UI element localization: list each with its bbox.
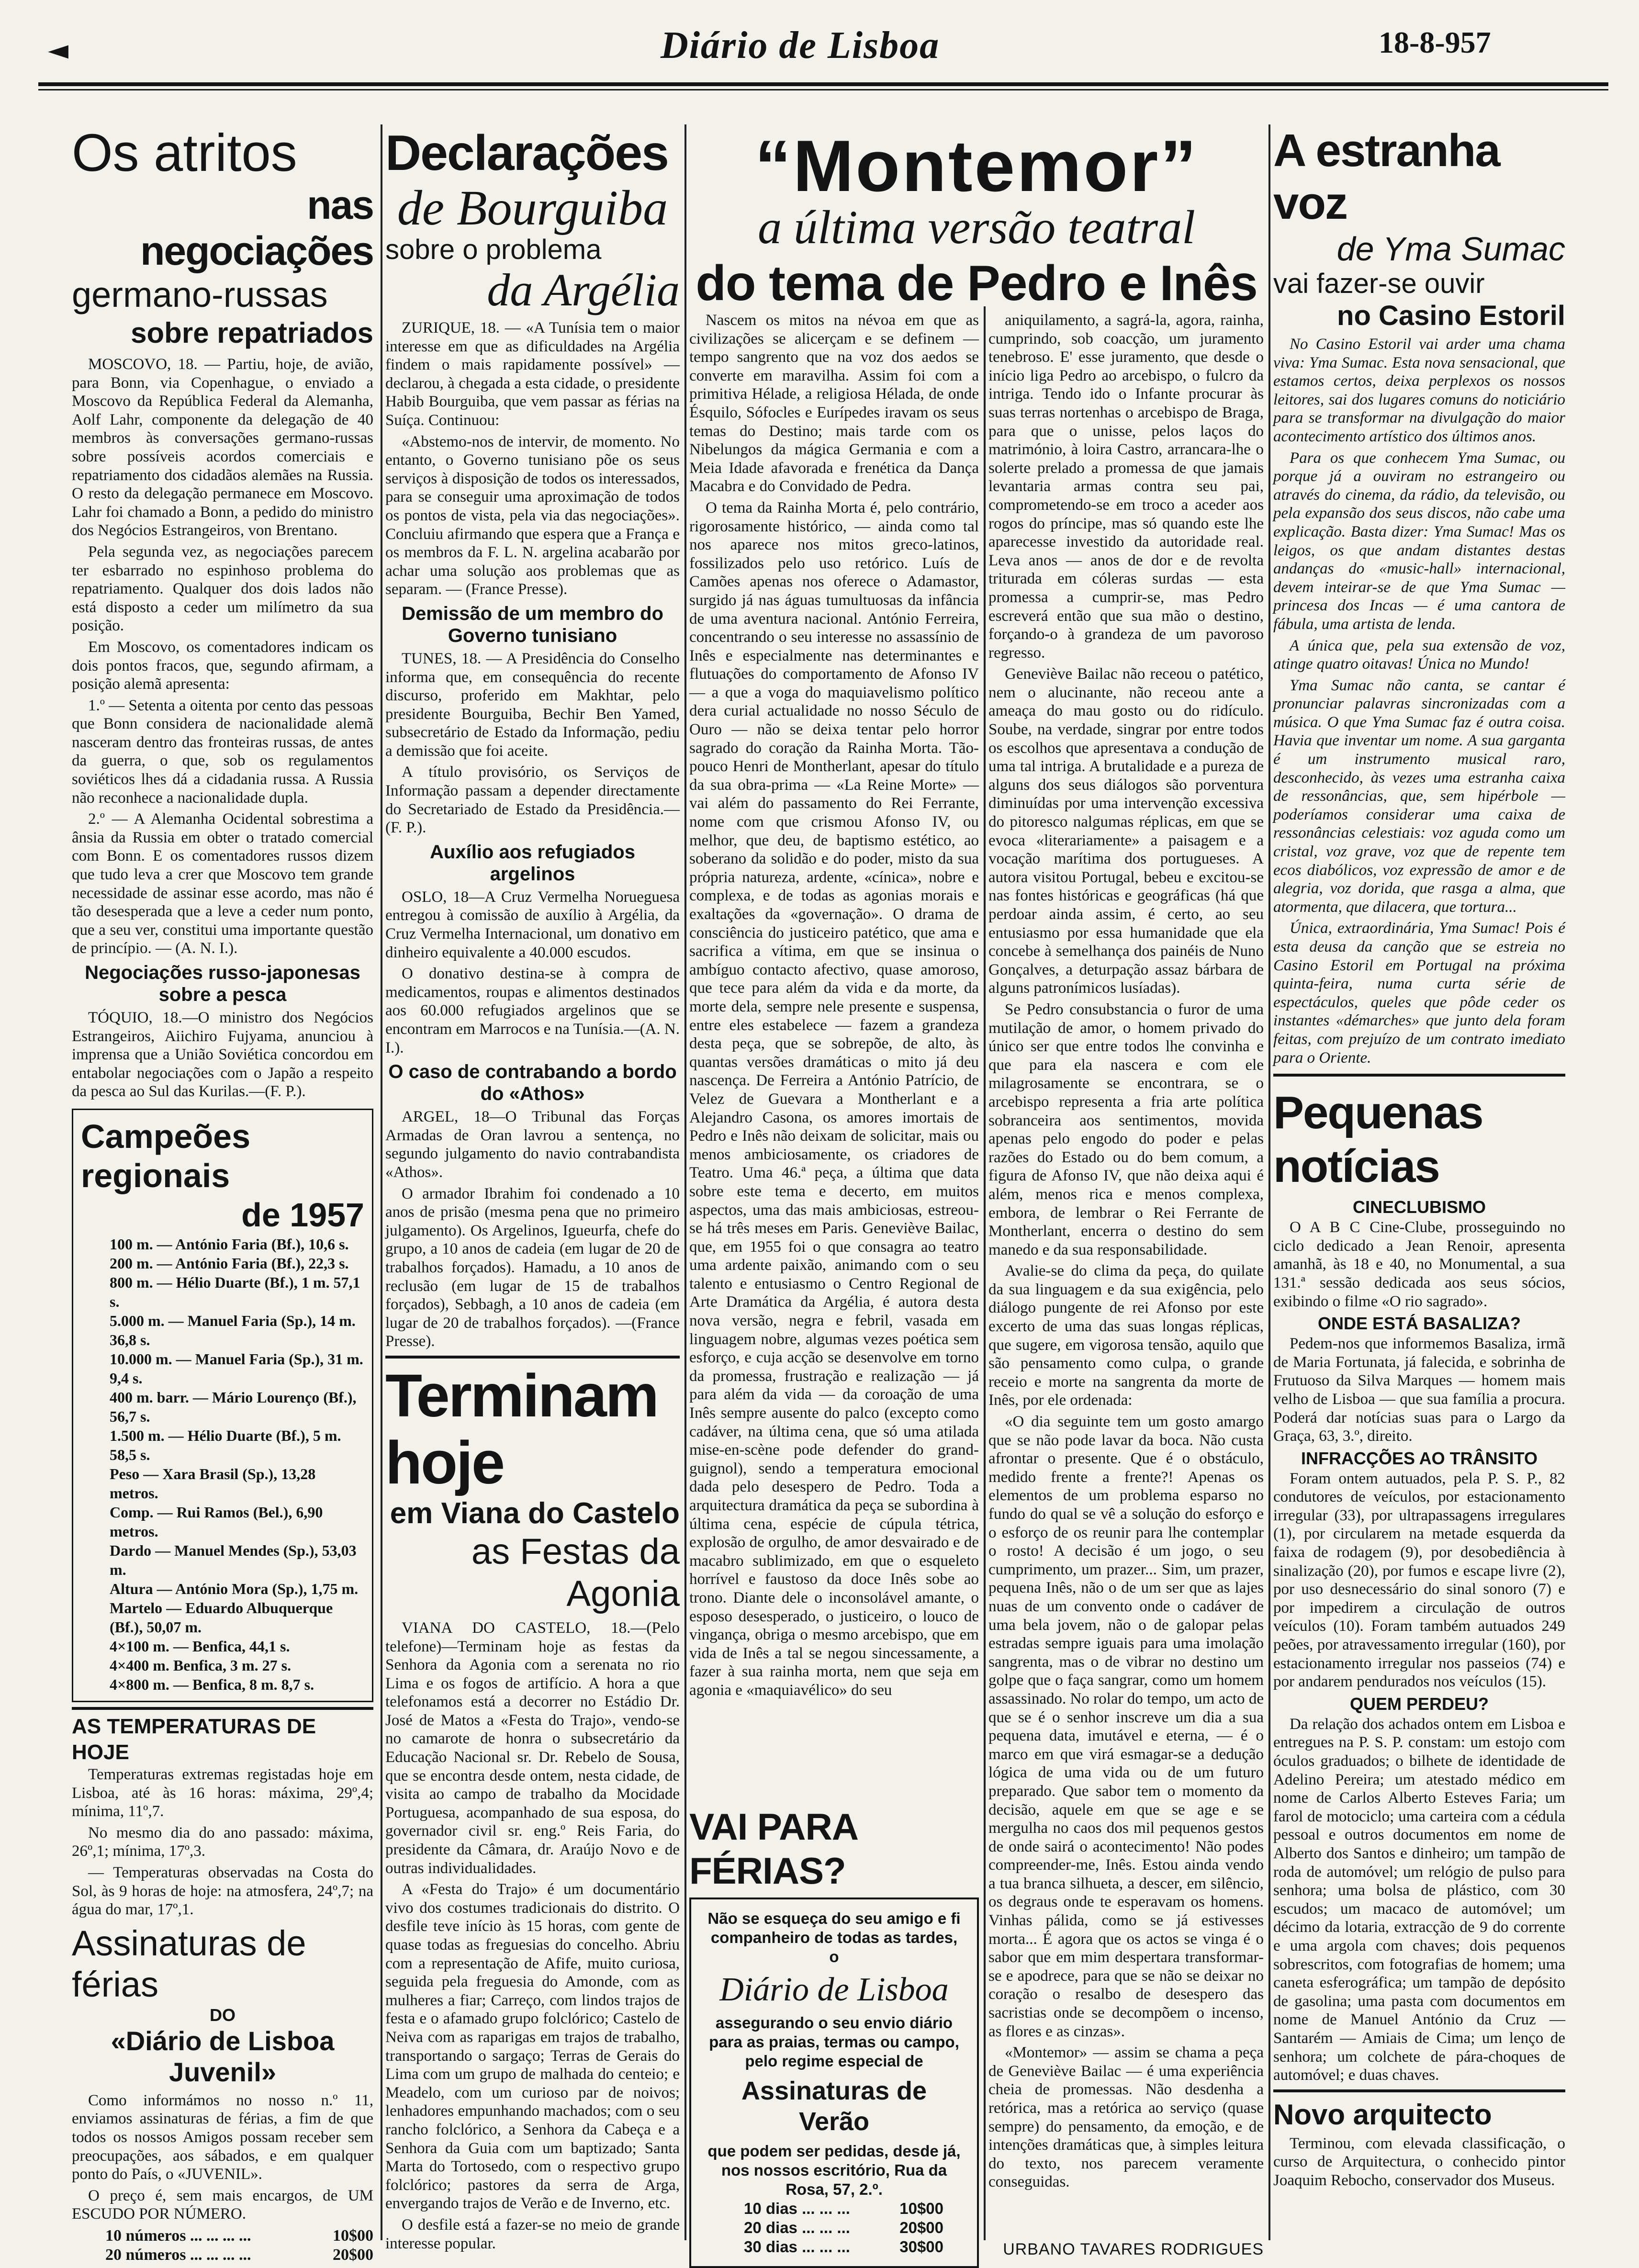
column-yma-sumac bbox=[1273, 124, 1565, 2245]
arrow-left-icon: ◄ bbox=[48, 34, 69, 66]
result-item: 4×400 m. Benfica, 3 m. 27 s. bbox=[110, 1656, 292, 1674]
headline-line: as Festas da Agonia bbox=[471, 1531, 680, 1614]
masthead bbox=[0, 0, 1639, 96]
article-paragraph: Terminou, com elevada classificação, o curso de Arquitectura, o conhecido pintor Joaquim Rebocho, conservador dos Museus. bbox=[1273, 2134, 1565, 2189]
headline-line: vai fazer-se ouvir bbox=[1273, 268, 1485, 299]
newspaper-title: Diário de Lisboa bbox=[661, 24, 940, 67]
headline-line: no Casino Estoril bbox=[1337, 300, 1565, 331]
ad-text: que podem ser pedidas, desde já, nos nossos escritório, Rua da Rosa, 57, 2.º. bbox=[707, 2142, 961, 2198]
ad-text: assegurando o seu envio diário para as praias, termas ou campo, pelo regime especial de bbox=[709, 2014, 959, 2070]
column-atritos bbox=[72, 124, 373, 2264]
article-paragraph: MOSCOVO, 18. — Partiu, hoje, de avião, para Bonn, via Copenhague, o enviado a Moscovo da República Federal da Alemanha, Aolf Lahr, componente da delegação de 40 membros às conversações germano-russas sobre possíveis acordos comerciais e repatriamento dos cidadãos alemães na Russia. O resto da delegação permanece em Moscovo. Lahr foi chamado a Bonn, a pedido do ministro dos Negócios Estrangeiros, von Brentano. bbox=[72, 356, 373, 539]
article-paragraph: Geneviève Bailac não receou o patético, nem o alucinante, não receou ante a ameaça do mau gosto ou do ridículo. Soube, na verdade, singrar por entre todos os escolhos que apresentava a condução de uma tal intriga. A brutalidade e a pureza de alguns dos seus diálogos são porventura diminuídas por uma intervenção excessiva do pitoresco nalgumas réplicas, em que se evoca «literariamente» a paisagem e a vocação marítima dos portugueses. A autora visitou Portugal, bebeu e excitou-se nas fontes históricas e geográficas (há que perdoar ainda assim, é certo, ao seu entusiasmo por essa humanidade que ela concebe à semelhança dos painéis de Nuno Gonçalves, a deturpação assaz bárbara de alguns patronímicos lusíadas). bbox=[988, 665, 1264, 997]
article-paragraph: A única que, pela sua extensão de voz, atinge quatro oitavas! Única no Mundo! bbox=[1273, 637, 1565, 673]
headline-line: nas negociações bbox=[140, 182, 373, 273]
assinaturas-do: DO bbox=[210, 2005, 236, 2025]
article-paragraph: Como informámos no nosso n.º 11, enviamos assinaturas de férias, a fim de que todos os nossos Amigos possam receber sem preocupações, aos sábados, e em qualquer ponto do País, o «JUVENIL». bbox=[72, 2091, 373, 2183]
column-montemor-right bbox=[988, 311, 1264, 2231]
results-list bbox=[81, 1235, 364, 1694]
result-item: 4×100 m. — Benfica, 44,1 s. bbox=[110, 1637, 290, 1655]
result-item: Dardo — Manuel Mendes (Sp.), 53,03 m. bbox=[110, 1541, 357, 1578]
result-item: 800 m. — Hélio Duarte (Bf.), 1 m. 57,1 s. bbox=[110, 1273, 360, 1310]
article-paragraph: ZURIQUE, 18. — «A Tunísia tem o maior interesse em que as dificuldades na Argélia findem o mais rapidamente possível» — declarou, à chegada a esta cidade, o presidente Habib Bourguiba, que vem passar as férias na Suíça. Continuou: bbox=[385, 319, 680, 429]
assinaturas-headline: Assinaturas de férias bbox=[72, 1923, 306, 2004]
ad-text: Não se esqueça do seu amigo e fi companheiro de todas as tardes, o bbox=[707, 1909, 961, 1965]
result-item: 4×800 m. — Benfica, 8 m. 8,7 s. bbox=[110, 1675, 314, 1693]
article-paragraph: Da relação dos achados ontem em Lisboa e entregues na P. S. P. constam: um estojo com óculos graduados; o bilhete de identidade de Adelino Pereira; um atestado médico em nome de Carlos Alberto Esteves Faria; um farol de motociclo; uma carteira com a cédula pessoal e outros documentos em nome de Alberto dos Santos e dinheiro; um tampão de roda de automóvel; um relógio de pulso para senhora; uma bolsa de plástico, com 30 escudos; um macaco de automóvel; um décimo da lotaria, extracção de 9 do corrente e uma argola com chaves; dois pequenos sobrescritos, com fotografias de homem; uma caneta esferográfica; um tampão de depósito de gasolina; uma pasta com documentos em nome de Manuel António da Cruz — Santarém — Amiais de Cima; um lenço de senhora; um colchete de pára-choques de automóvel; e duas chaves. bbox=[1273, 1715, 1565, 2084]
article-paragraph: A título provisório, os Serviços de Informação passam a depender directamente do Secretariado de Estado da Presidência.—(F. P.). bbox=[385, 763, 680, 837]
author-signature: URBANO TAVARES RODRIGUES bbox=[1003, 2240, 1264, 2258]
article-paragraph: «Montemor» — assim se chama a peça de Geneviève Bailac — é uma experiência cheia de promessas. Não desdenha a retórica, mas a retórica ao serviço (quase sempre) do pensamento, da emoção, e de intenções dramáticas que, à simples leitura do texto, nos parecem veramente conseguidas. bbox=[988, 2044, 1264, 2191]
article-paragraph: Pedem-nos que informemos Basaliza, irmã de Maria Fortunata, já falecida, e sobrinha de Frutuoso da Silva Marques — homem mais velho de Lisboa — que sua família a procura. Poderá dar notícias suas para o Largo da Graça, 63, 3.º, direito. bbox=[1273, 1335, 1565, 1445]
price-row bbox=[706, 2218, 963, 2237]
headline-line: germano-russas bbox=[72, 275, 328, 314]
price-row bbox=[72, 2246, 373, 2265]
column-montemor-left bbox=[689, 311, 979, 1795]
column-divider bbox=[381, 124, 382, 2240]
campeoes-headline: Campeões regionais bbox=[81, 1117, 251, 1194]
article-paragraph: — Temperaturas observadas na Costa do Sol, às 9 horas de hoje: na atmosfera, 24º,7; na água do mar, 17º,1. bbox=[72, 1864, 373, 1919]
ad-box bbox=[689, 1897, 979, 2268]
article-paragraph: O desfile está a fazer-se no meio de grande interesse popular. bbox=[385, 2216, 680, 2252]
subheadline: Demissão de um membro do Governo tunisiano bbox=[402, 603, 663, 646]
temperaturas-headline: AS TEMPERATURAS DE HOJE bbox=[72, 1707, 373, 1765]
masthead-rule-thin bbox=[38, 89, 1608, 90]
result-item: 200 m. — António Faria (Bf.), 22,3 s. bbox=[110, 1254, 349, 1272]
price-label: 20 dias ... ... ... bbox=[744, 2219, 850, 2236]
subheadline: Auxílio aos refugiados argelinos bbox=[430, 841, 635, 885]
article-paragraph: Única, extraordinária, Yma Sumac! Pois é esta deusa da canção que se estreia no Casino Estoril em Portugal na próxima quinta-feira, numa curta série de espectáculos, queles que pôde ceder os instantes «démarches» que junto dela foram feitas, com prejuízo de um contrato imediato para o Oriente. bbox=[1273, 920, 1565, 1067]
column-divider bbox=[685, 124, 686, 2240]
article-paragraph: Se Pedro consubstancia o furor de uma mutilação de amor, o homem privado do único ser que entre todos lhe convinha e que para ela nascera e com ele milagrosamente se encontrara, se o arcebispo representa a fria arte política sobranceira aos sentimentos, movida apenas pelo engodo do poder e pelas razões do Estado ou do bem comum, a figura de Afonso IV, que não deixa aqui é além, menos rica e menos complexa, embora, de lembrar o Rei Ferrante de Montherlant, encerra o destino do sem manedo e da sua responsabilidade. bbox=[988, 1000, 1264, 1258]
montemor-headline: “Montemor” bbox=[754, 125, 1199, 207]
headline-line: sobre repatriados bbox=[131, 317, 373, 349]
article-paragraph: 1.º — Setenta a oitenta por cento das pessoas que Bonn considera de nacionalidade alemã nasceram dentro das fronteiras russas, de antes da guerra, o que, sob os regulamentos soviéticos lhes dá a cidadania russa. A Russia não reconhece a nacionalidade dupla. bbox=[72, 696, 373, 807]
montemor-subheadline: do tema de Pedro e Inês bbox=[696, 256, 1257, 311]
result-item: 10.000 m. — Manuel Faria (Sp.), 31 m. 9,4 s. bbox=[110, 1350, 363, 1387]
headline-line: em Viana do Castelo bbox=[390, 1496, 680, 1530]
article-paragraph: O tema da Rainha Morta é, pelo contrário, rigorosamente histórico, — ainda como tal nos aparece nos mitos greco-latinos, fossilizados pelo uso retórico. Luís de Camões apenas nos oferece o Adamastor, surgido já nas águas tumultuosas da infância de uma aventura nacional. António Ferreira, concentrando o seu interesse no assassínio de Inês e especialmente nas determinantes e flutuações do comportamento de Afonso IV — a que a voga do maquiavelismo político dera curial actualidade no nosso Século de Ouro — não se deixa tentar pelo horror sagrado do coração da Rainha Morta. Tão-pouco Henri de Montherlant, apesar do título da sua obra-prima — «La Reine Morte» — vai além do passamento do Rei Ferrante, nome com que crismou Afonso IV, ou melhor, que deu, de baptismo estético, ao soberano da solidão e do poder, misto da sua própria natureza, ardente, «cínica», nobre e complexa, e de todas as agonias morais e exaltações da «governação». O drama de consciência do justiceiro patético, que ama e sacrifica a vítima, em que se insinua o ambíguo contacto afectivo, quase amoroso, que tece para além da vida e da morte, da morte dela, sempre nele presente e suspensa, entre eles estabelece — fazem a grandeza desta peça, que se sobrepõe, de alto, às quantas versões dramáticas o mito já deu nascença. De Ferreira a António Patrício, de Velez de Guevara a Montherlant e a Alejandro Casona, os amores imortais de Pedro e Inês não deixam de solicitar, mais ou menos ambiciosamente, os criadores de Teatro. Uma 46.ª peça, a última que data sobre este tema e decerto, em muitos aspectos, uma das mais ambiciosas, estreou-se há três meses em Paris. Geneviève Bailac, que, em 1955 foi o que consagra ao teatro uma ardente paixão, animando com o seu talento e entusiasmo o Centro Regional de Arte Dramática da Argélia, é autora desta nova versão, negra e febril, vasada em linguagem nobre, algumas vezes poética sem esforço, e cuja acção se desenvolve em torno da promessa, frustração e realização — já para além da vida — da coroação de uma Inês sempre ausente do palco (excepto como cadáver, na última cena, que só uma atilada mise-en-scène pode defender do grand-guignol), sendo a temperatura emocional dada pelo desespero de Pedro. Toda a arquitectura dramática da peça se subordina à última cena, espécie de cúpula tétrica, explosão de orgulho, de amor desvairado e de macabro sublimizado, em que o esqueleto horrível e faustoso da doce Inês sobe ao trono. Diante dele o inconsolável amante, o esposo desesperado, o justiceiro, o louco de vingança, obriga o mesmo arcebispo, que em vida de Inês a tal se negou sincessamente, a fazer à sua rainha morta, nem que seja em agonia e «maquiavélico» do seu bbox=[689, 499, 979, 1699]
ad-headline: VAI PARA FÉRIAS? bbox=[689, 1806, 857, 1892]
article-paragraph: Foram ontem autuados, pela P. S. P., 82 condutores de veículos, por estacionamento irregular (33), por ultrapassagens irregulares (1), por circularem na metade esquerda da faixa de rodagem (9), por desobediência à sinalização (20), por fumos e escape livre (2), por uso desnecessário do sinal sonoro (7) e por impedirem a circulação de outros veículos (10). Foram também autuados 249 peões, por atravessamento irregular (160), por estacionamento irregular nos passeios (74) e por andarem pendurados nos veículos (15). bbox=[1273, 1470, 1565, 1691]
column-divider bbox=[1269, 124, 1270, 2240]
result-item: Peso — Xara Brasil (Sp.), 13,28 metros. bbox=[110, 1465, 316, 1502]
article-paragraph: VIANA DO CASTELO, 18.—(Pelo telefone)—Terminam hoje as festas da Senhora da Agonia com a serenata no rio Lima e os fogos de artifício. A hora a que telefonamos está a decorrer no Estádio Dr. José de Matos a «Festa do Trajo», vendo-se no camarote de honra o subsecretário da Educação Nacional sr. Dr. Rebelo de Sousa, que se encontra desde ontem, nesta cidade, de visita ao campo de trabalho da Mocidade Portuguesa, acompanhado de sua esposa, do governador civil sr. eng.º Reis Faria, do presidente da Câmara, dr. Araújo Novo e de outras individualidades. bbox=[385, 1619, 680, 1877]
article-paragraph: aniquilamento, a sagrá-la, agora, rainha, cumprindo, sob coacção, um juramento tenebroso. E' esse juramento, que desde o início liga Pedro ao arcebispo, o fulcro da intriga. Tendo ido o Infante procurar às suas terras nortenhas o arcebispo de Braga, para que o unisse, pelos laços do matrimónio, à loira Castro, arrancara-lhe o solerte prelado a promessa de que jamais levantaria armas contra seu pai, comprometendo-se em troco a aceder aos rogos do príncipe, mas só quando este lhe aparecesse investido da autoridade real. Leva anos — anos de dor e de revolta triturada em cóleras surdas — esta promessa a cumprir-se, mas Pedro escreverá então que sua mão o destino, forçando-o à grandeza de um pavoroso regresso. bbox=[988, 312, 1264, 662]
assinaturas-title: «Diário de Lisboa Juvenil» bbox=[111, 2025, 335, 2087]
ad-title: Diário de Lisboa bbox=[719, 1971, 949, 2008]
subheadline: Negociações russo-japonesas sobre a pesca bbox=[85, 962, 360, 1005]
vai-para-ferias-ad bbox=[689, 1805, 979, 2256]
ad-title: Assinaturas de Verão bbox=[741, 2077, 927, 2136]
headline-line: sobre o problema bbox=[385, 234, 602, 265]
section-title: CINECLUBISMO bbox=[1353, 1197, 1486, 1217]
price-value: 30$00 bbox=[899, 2238, 943, 2256]
result-item: 5.000 m. — Manuel Faria (Sp.), 14 m. 36,8 s. bbox=[110, 1312, 356, 1348]
article-paragraph: TUNES, 18. — A Presidência do Conselho informa que, em consequência do recente discurso, proferido em Makhtar, pelo presidente Bourguiba, Bechir Ben Yamed, subsecretário de Estado da Informação, pediu a demissão que foi aceite. bbox=[385, 650, 680, 760]
article-paragraph: OSLO, 18—A Cruz Vermelha Norueguesa entregou à comissão de auxílio à Argélia, da Cruz Vermelha Internacional, um donativo em dinheiro equivalente a 40.000 escudos. bbox=[385, 888, 680, 961]
campeoes-headline: de 1957 bbox=[241, 1196, 364, 1234]
headline-line: de Yma Sumac bbox=[1336, 230, 1565, 268]
article-paragraph: O preço é, sem mais encargos, de UM ESCUDO POR NÚMERO. bbox=[72, 2187, 373, 2223]
article-paragraph: Para os que conhecem Yma Sumac, ou porque já a ouviram no estrangeiro ou através do cinema, da rádio, da televisão, ou pela expansão dos seus discos, não cabe uma explicação. Basta dizer: Yma Sumac! Mas os leigos, os que andam distantes destas andanças do «music-hall» internacional, devem inteirar-se de que Yma Sumac — princesa dos Incas — é uma cantora de fábula, uma artista de lenda. bbox=[1273, 449, 1565, 633]
montemor-subheadline: a última versão teatral bbox=[758, 201, 1195, 254]
article-paragraph: «O dia seguinte tem um gosto amargo que se não pode lavar da boca. Não custa afrontar o presente. Que é o obstáculo, medido frente a frente?! Apenas os elementos de um problema esparso no fundo do qual se vê a solução do esforço e o esforço de os reunir para lhe contemplar o rosto! A decisão é um jogo, o seu cumprimento, um prazer... Sim, um prazer, pequena Inês, não o de um ser que as lajes nuas de um convento onde o cadáver de uma bela jovem, não o de galopar pelas estradas sempre iguais para uma imolação sangrenta, mas o de vibrar no destino um golpe que o faça sangrar, como um homem assassinado. No rolar do tempo, um acto de que se é o senhor inscreve um dia a sua pequena data, imutável e eterna, — é o marco em que virá esmagar-se a dedução lógica de uma vida ou de um futuro preparado. Que sabor tem o momento da decisão, aquele em que se age e se mergulha no caos dos mil pequenos gestos de onde sairá o acontecimento! Não podes compreender-me, Inês. Estou ainda vendo a tua branca silhueta, a descer, em silêncio, os degraus onde te esperavam os homens. Vinhas pálida, como se já estivesses morta... É agora que os actos se vinga é o sabor que em mim despertara transformar-se e apodrece, para que se não se deixar no coração o resalbo de desespero das sacristias onde se decompõem o incenso, as flores e as cinzas». bbox=[988, 1413, 1264, 2040]
pequenas-noticias-headline: Pequenas notícias bbox=[1273, 1074, 1565, 1193]
article-paragraph: Pela segunda vez, as negociações parecem ter esbarrado no espinhoso problema do repatriamento. Qualquer dos dois lados não está disposto a ceder um milímetro da sua posição. bbox=[72, 543, 373, 635]
novo-arquitecto-headline: Novo arquitecto bbox=[1273, 2089, 1565, 2133]
article-paragraph: Temperaturas extremas registadas hoje em Lisboa, até às 16 horas: máxima, 29º,4; mínima, 11º,7. bbox=[72, 1765, 373, 1820]
article-paragraph: Avalie-se do clima da peça, do quilate da sua linguagem e da sua exigência, pelo diálogo pungente de rei Afonso por este excerto de uma das suas longas réplicas, que sugere, em vigorosa tensão, aquilo que são pensamento como culpa, o grande receio e morte na sangrenta da morte de Inês, por ele ordenada: bbox=[988, 1262, 1264, 1409]
price-label: 10 dias ... ... ... bbox=[744, 2200, 850, 2217]
price-value: 20$00 bbox=[899, 2219, 943, 2236]
article-paragraph: «Abstemo-nos de intervir, de momento. No entanto, o Governo tunisiano põe os seus serviços à disposição de todos os interessados, para se conseguir uma aproximação de todos os pontos de vista, pela via das negociações». Concluiu afirmando que espera que a França e os membros da F. L. N. argelina acabarão por achar uma solução aos problemas que as separam. — (France Presse). bbox=[385, 433, 680, 598]
price-label: 10 números ... ... ... ... bbox=[105, 2226, 251, 2245]
article-paragraph: ARGEL, 18—O Tribunal das Forças Armadas de Oran lavrou a sentença, no segundo julgamento do navio contrabandista «Athos». bbox=[385, 1108, 680, 1181]
masthead-rule bbox=[38, 82, 1608, 86]
article-paragraph: O donativo destina-se à compra de medicamentos, roupas e alimentos destinados aos 60.000 refugiados argelinos que se encontram em Marrocos e na Tunísia.—(A. N. I.). bbox=[385, 965, 680, 1056]
price-value: 10$00 bbox=[333, 2226, 373, 2245]
result-item: 1.500 m. — Hélio Duarte (Bf.), 5 m. 58,5 s. bbox=[110, 1426, 341, 1463]
headline-line: Os atritos bbox=[72, 124, 297, 182]
headline-line: A estranha voz bbox=[1273, 125, 1500, 229]
column-bourguiba bbox=[385, 124, 680, 2252]
column-divider bbox=[984, 306, 986, 2240]
headline-line: da Argélia bbox=[487, 264, 680, 315]
result-item: 100 m. — António Faria (Bf.), 10,6 s. bbox=[110, 1235, 349, 1253]
result-item: 400 m. barr. — Mário Lourenço (Bf.), 56,7 s. bbox=[110, 1388, 357, 1425]
result-item: Altura — António Mora (Sp.), 1,75 m. bbox=[110, 1580, 359, 1597]
article-paragraph: Em Moscovo, os comentadores indicam os dois pontos fracos, que, segundo afirmam, a posição alemã apresenta: bbox=[72, 638, 373, 693]
article-paragraph: No Casino Estoril vai arder uma chama viva: Yma Sumac. Esta nova sensacional, que estamos certos, deixa perplexos os nossos leitores, sai dos lugares comuns do noticiário para se transformar na divulgação do maior acontecimento artístico dos últimos anos. bbox=[1273, 336, 1565, 445]
result-item: Comp. — Rui Ramos (Bel.), 6,90 metros. bbox=[110, 1503, 323, 1540]
article-paragraph: A «Festa do Trajo» é um documentário vivo dos costumes tradicionais do distrito. O desfile teve início às 15 horas, com gente de quase todas as freguesias do concelho. Abriu com a representação de Afife, muito curiosa, seguida pela freguesia do Amonde, com as mulheres a fiar; Carreço, com lindos trajos de festa e o afamado grupo folclórico; Castelo de Neiva com as raparigas em trajos de trabalho, transportando o sargaço; Terras de Gerais do Lima com um grupo de malhada do centeio; e Meadelo, com um curioso par de noivos; lenhadores empunhando machados; com o seu rancho folclórico, a Senhora da Cabeça e a Senhora da Guia com um baptizado; Santa Marta do Tortosedo, com o respectivo grupo folclórico; pastores da serra de Arga, envergando trajos de Verão e de Inverno, etc. bbox=[385, 1881, 680, 2212]
section-title: ONDE ESTÁ BASALIZA? bbox=[1317, 1314, 1521, 1334]
subheadline: O caso de contrabando a bordo do «Athos» bbox=[388, 1061, 677, 1105]
price-value: 20$00 bbox=[333, 2246, 373, 2264]
price-row bbox=[706, 2199, 963, 2218]
article-paragraph: Nascem os mitos na névoa em que as civilizações se alicerçam e se definem — tempo sangrento que na voz dos aedos se converte em maravilha. Assim foi com a primitiva Hélade, a religiosa Hélada, de onde Ésquilo, Sófocles e Eurípedes iravam os seus temas do Destino; mais tarde com os Nibelungos da mágica Germania e com a Meia Idade afavorada e frenética da Dança Macabra e do Convidado de Pedra. bbox=[689, 312, 979, 495]
price-row bbox=[706, 2237, 963, 2257]
section-title: QUEM PERDEU? bbox=[1349, 1694, 1489, 1714]
article-paragraph: 2.º — A Alemanha Ocidental sobrestima a ânsia da Russia em obter o tratado comercial com Bonn. E os comentadores russos dizem que tudo leva a crer que Moscovo tem grande necessidade de assinar esse acordo, mas não é tão desesperada que a leve a ceder num ponto, que a seu ver, constitui uma importante questão de princípio. — (A. N. I.). bbox=[72, 810, 373, 957]
section-title: INFRACÇÕES AO TRÂNSITO bbox=[1301, 1448, 1538, 1468]
headline-line: de Bourguiba bbox=[397, 180, 668, 236]
price-row bbox=[72, 2226, 373, 2246]
article-paragraph: O A B C Cine-Clube, prosseguindo no ciclo dedicado a Jean Renoir, apresenta amanhã, às 18 e 40, no Monumental, a sua 131.ª sessão dedicada aos seus sócios, exibindo o filme «O rio sagrado». bbox=[1273, 1219, 1565, 1310]
issue-date: 18-8-957 bbox=[1379, 25, 1491, 59]
article-paragraph: No mesmo dia do ano passado: máxima, 26º,1; mínima, 17º,3. bbox=[72, 1824, 373, 1860]
headline-line: Declarações bbox=[385, 125, 668, 181]
article-paragraph: TÓQUIO, 18.—O ministro dos Negócios Estrangeiros, Aiichiro Fujyama, anunciou à imprensa que a União Soviética concordou em entabolar negociações com o Japão a respeito da pesca ao Sul das Kurilas.—(F. P.). bbox=[72, 1009, 373, 1100]
article-paragraph: Yma Sumac não canta, se cantar é pronunciar palavras sincronizadas com a música. O que Yma Sumac faz é outra coisa. Havia que inventar um nome. A sua garganta é um instrumento musical raro, desconhecido, às vezes uma estranha caixa de ressonâncias, que, sem hipérbole — poderíamos considerar uma caixa de ressonâncias celestiais: voz aguda como um cristal, voz grave, voz que de repente tem ecos diabólicos, voz expressão de amor e de alegria, voz dorida, que rasga a alma, que atormenta, que dilacera, que tortura... bbox=[1273, 676, 1565, 916]
price-label: 30 dias ... ... ... bbox=[744, 2238, 850, 2256]
headline-line: Terminam hoje bbox=[385, 1356, 680, 1496]
campeoes-box bbox=[72, 1109, 373, 1702]
price-label: 20 números ... ... ... ... bbox=[105, 2246, 251, 2264]
result-item: Martelo — Eduardo Albuquerque (Bf.), 50,07 m. bbox=[110, 1599, 333, 1636]
price-value: 10$00 bbox=[899, 2200, 943, 2217]
article-paragraph: O armador Ibrahim foi condenado a 10 anos de prisão (mesma pena que no primeiro julgamento). Os Argelinos, Igueurfa, chefe do grupo, a 10 anos de cadeia (em lugar de 20 de trabalhos forçados). Hamadu, a 10 anos de reclusão (em lugar de 15 de trabalhos forçados), Sebbagh, a 10 anos de cadeia (em lugar de 20 de trabalhos forçados). —(France Presse). bbox=[385, 1185, 680, 1350]
